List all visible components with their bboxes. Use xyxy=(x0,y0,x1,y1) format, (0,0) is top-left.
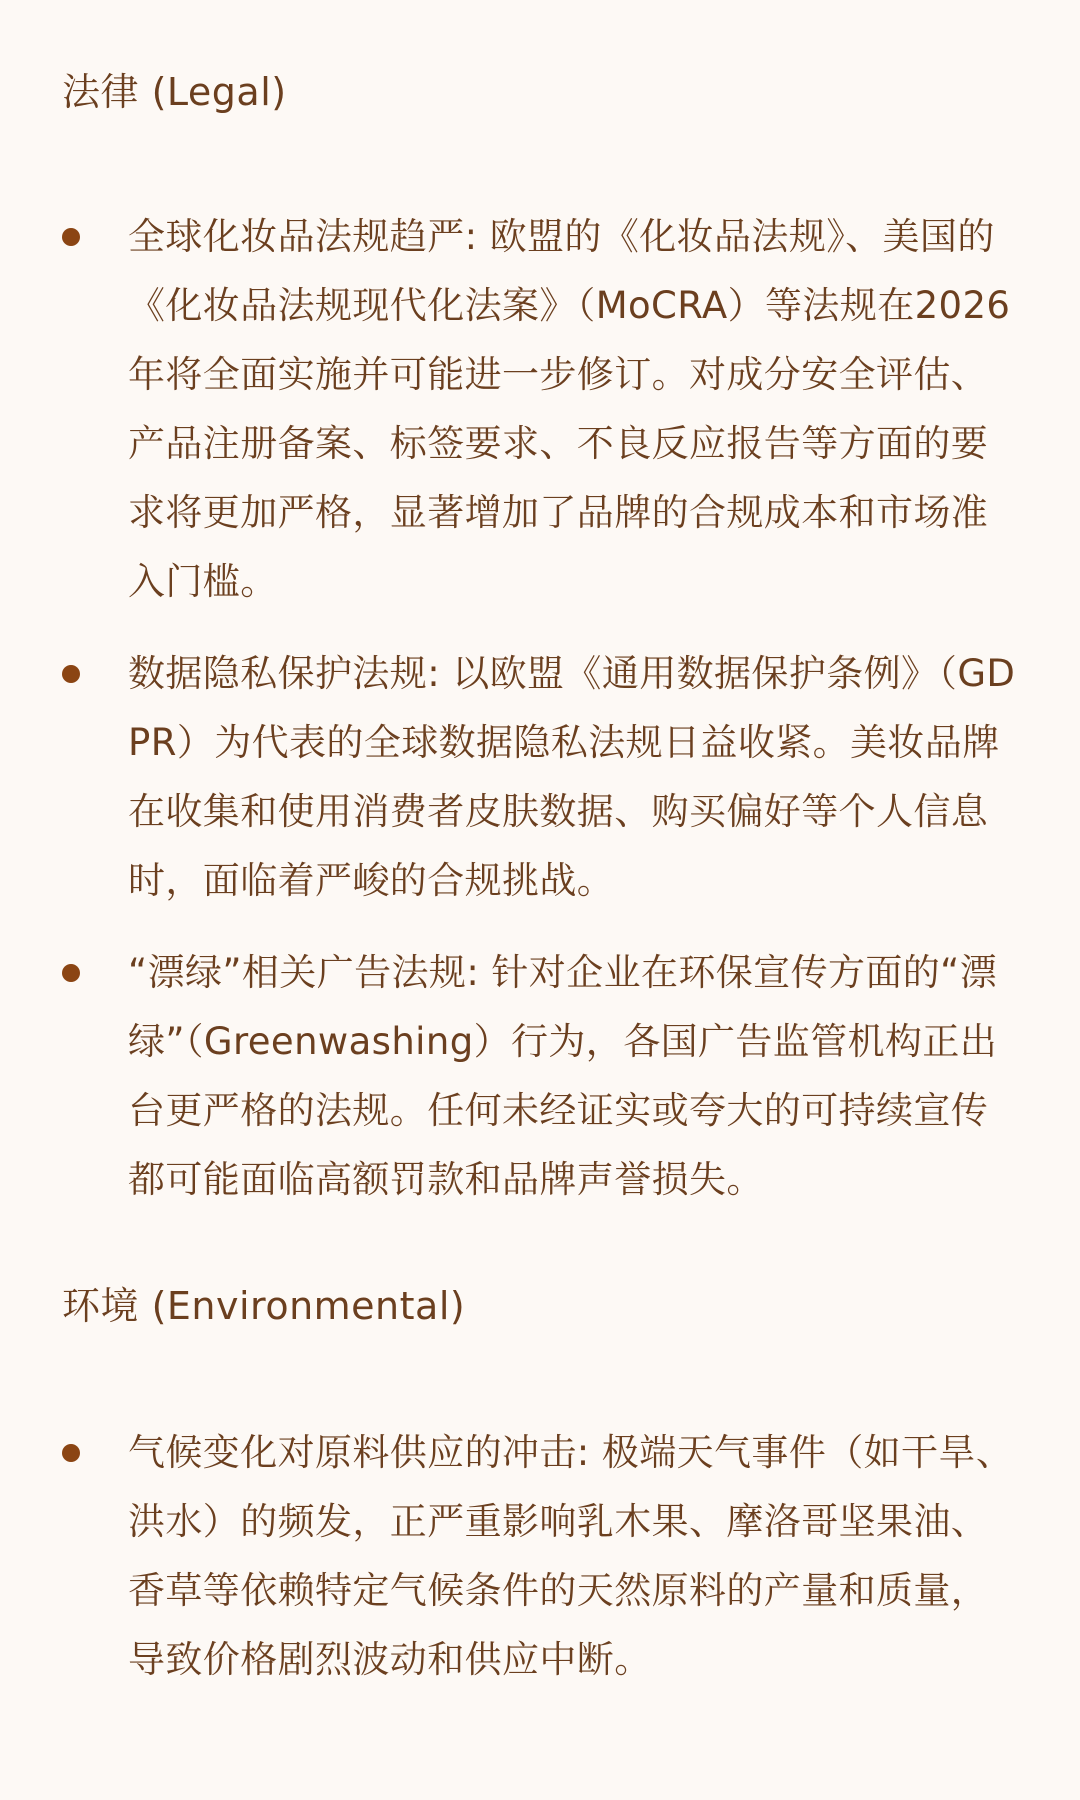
list-item-text: 数据隐私保护法规: 以欧盟《通用数据保护条例》（GDPR）为代表的全球数据隐私法规日益收紧。美妆品牌在收集和使用消费者皮肤数据、购买偏好等个人信息时，面临着严峻的合规挑战。 xyxy=(128,652,1016,902)
list-item-text: “漂绿”相关广告法规: 针对企业在环保宣传方面的“漂绿”（Greenwashing）行为，各国广告监管机构正出台更严格的法规。任何未经证实或夸大的可持续宣传都可能面临高额罚款和品牌声誉损失。 xyxy=(128,951,998,1201)
bullet-dot-icon xyxy=(62,964,80,982)
list-item xyxy=(62,938,1018,1214)
list-item-text: 气候变化对原料供应的冲击: 极端天气事件（如干旱、洪水）的频发，正严重影响乳木果、摩洛哥坚果油、香草等依赖特定气候条件的天然原料的产量和质量，导致价格剧烈波动和供应中断。 xyxy=(128,1431,1014,1681)
bullet-dot-icon xyxy=(62,665,80,683)
list-item xyxy=(62,1418,1018,1694)
environmental-bullet-list xyxy=(62,1418,1018,1694)
list-item-text: 全球化妆品法规趋严: 欧盟的《化妆品法规》、美国的《化妆品法规现代化法案》（MoCRA）等法规在2026年将全面实施并可能进一步修订。对成分安全评估、产品注册备案、标签要求、不良反应报告等方面的要求将更加严格，显著增加了品牌的合规成本和市场准入门槛。 xyxy=(128,215,1011,603)
section-heading-legal: 法律 (Legal) xyxy=(62,70,287,114)
bullet-dot-icon xyxy=(62,1444,80,1462)
list-item xyxy=(62,202,1018,616)
list-item xyxy=(62,639,1018,915)
section-heading-environmental: 环境 (Environmental) xyxy=(62,1284,466,1328)
legal-bullet-list xyxy=(62,202,1018,1214)
bullet-dot-icon xyxy=(62,228,80,246)
